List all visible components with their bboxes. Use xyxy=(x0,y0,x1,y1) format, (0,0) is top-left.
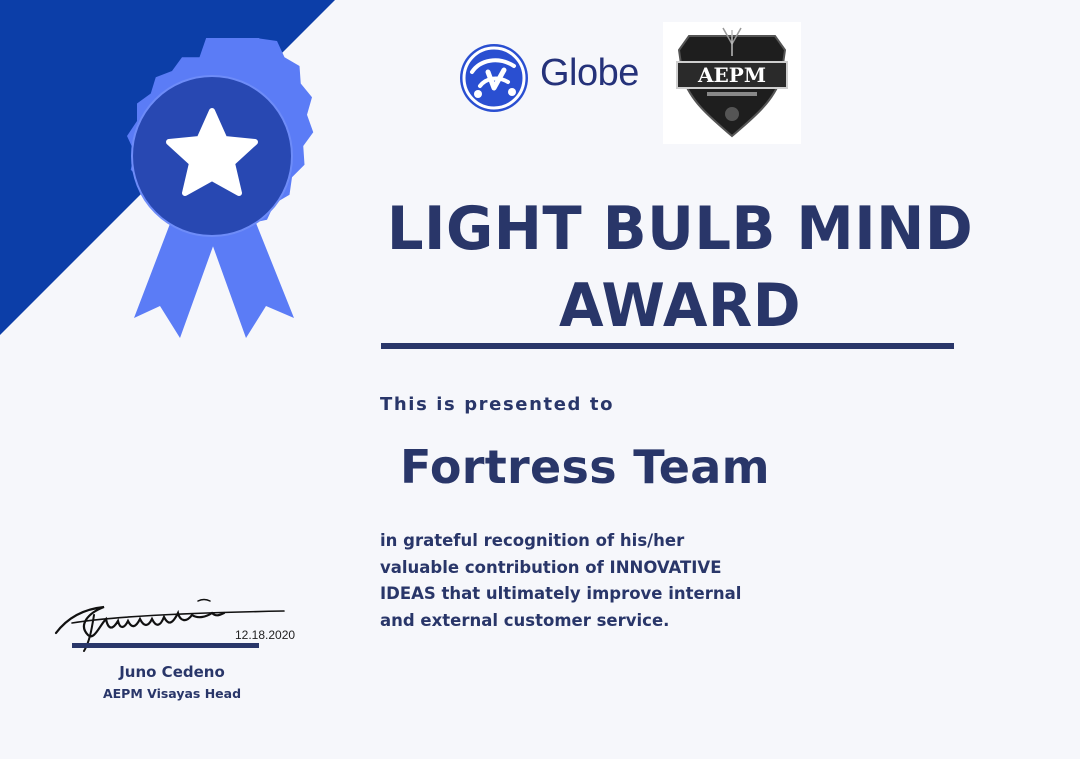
signature-line xyxy=(72,643,259,648)
signer-title: AEPM Visayas Head xyxy=(102,686,242,701)
signature-date: 12.18.2020 xyxy=(235,628,296,642)
recognition-line: valuable contribution of INNOVATIVE xyxy=(380,557,722,577)
recognition-text xyxy=(380,528,800,634)
aepm-emblem-logo xyxy=(663,22,801,144)
presented-to-label: This is presented to xyxy=(380,394,615,415)
globe-logo-icon xyxy=(458,42,530,114)
globe-wordmark: Globe xyxy=(540,52,639,94)
recognition-line: IDEAS that ultimately improve internal xyxy=(380,584,742,603)
signer-name: Juno Cedeno xyxy=(119,663,225,681)
recognition-line: in grateful recognition of his/her xyxy=(380,531,685,550)
award-title-line-2: AWARD xyxy=(558,271,802,341)
award-ribbon-icon xyxy=(98,38,328,338)
award-title-line-1: LIGHT BULB MIND xyxy=(386,194,974,264)
title-divider xyxy=(381,343,954,349)
recipient-name: Fortress Team xyxy=(400,440,770,494)
recognition-line: and external customer service. xyxy=(380,610,670,630)
aepm-wordmark: AEPM xyxy=(698,63,766,87)
